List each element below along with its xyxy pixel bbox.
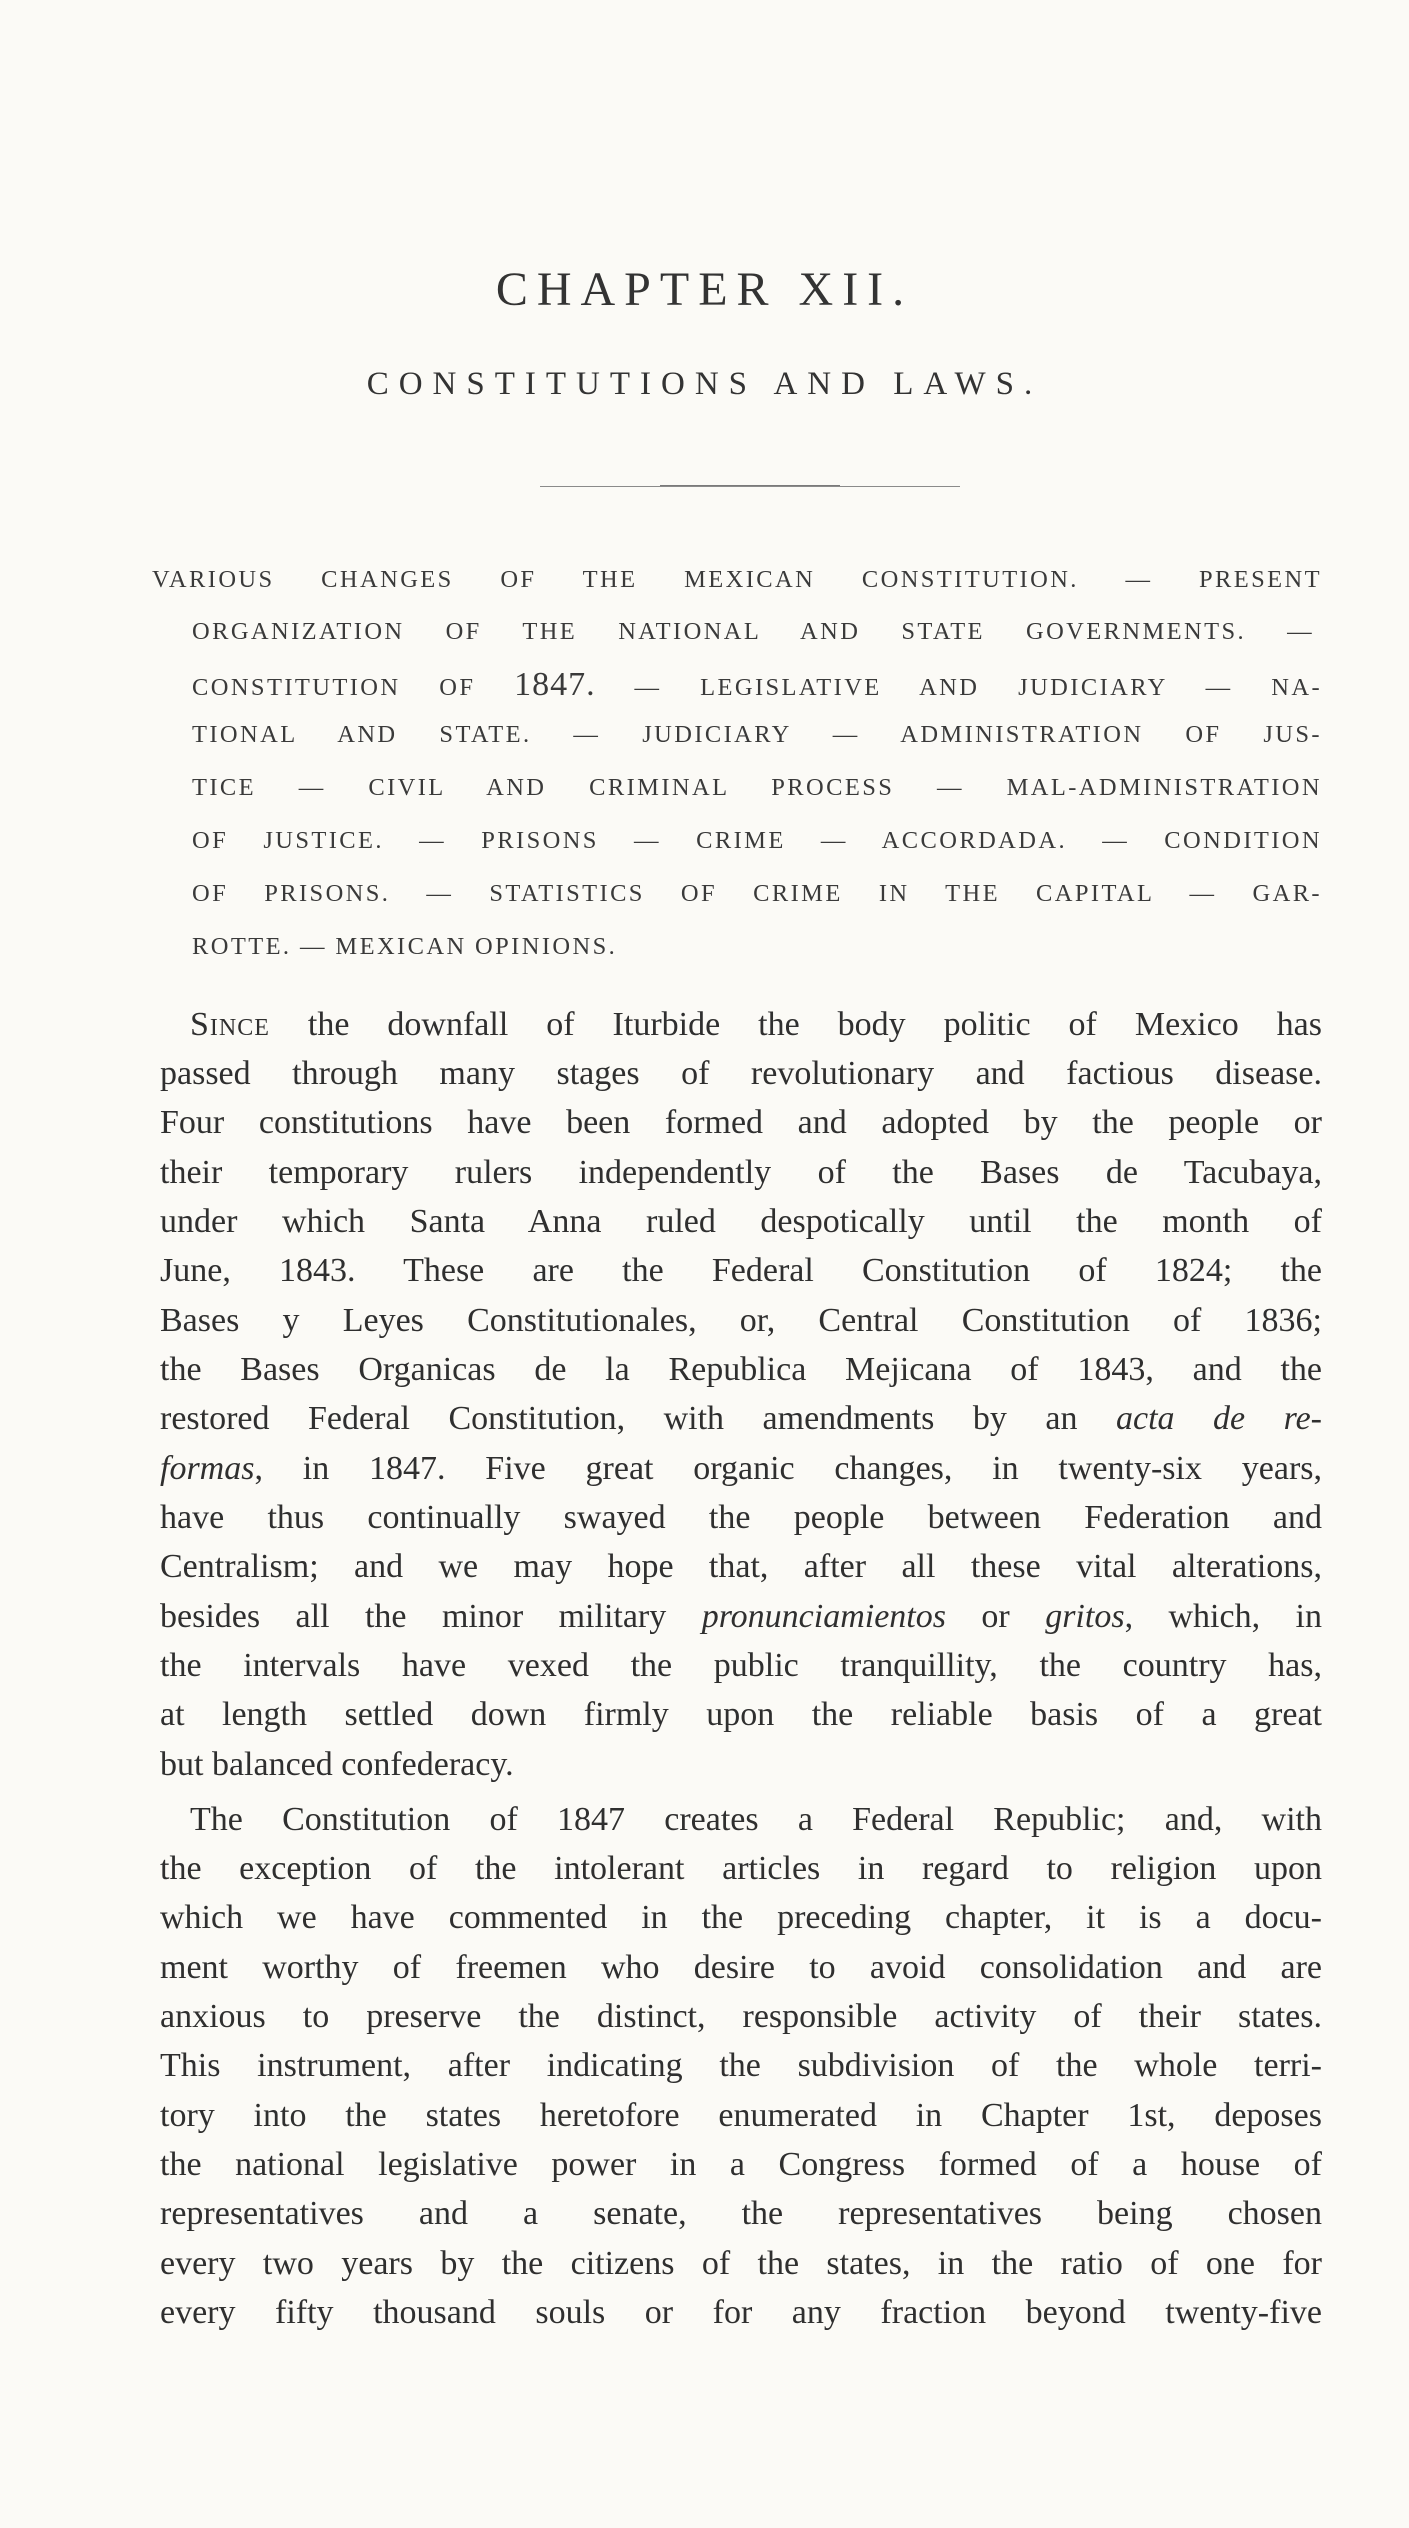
- text-line: their temporary rulers independently of the Bases de Tacubaya,: [160, 1154, 1322, 1191]
- text-line: under which Santa Anna ruled despotically until the month of: [160, 1203, 1322, 1240]
- text-line: Centralism; and we may hope that, after all these vital alterations,: [160, 1548, 1322, 1585]
- synopsis-line: OF JUSTICE. — PRISONS — CRIME — ACCORDADA. — CONDITION: [192, 827, 1322, 854]
- text-line: [160, 1450, 1322, 1496]
- text-line: June, 1843. These are the Federal Constitution of 1824; the: [160, 1252, 1322, 1289]
- text-line: the Bases Organicas de la Republica Mejicana of 1843, and the: [160, 1351, 1322, 1388]
- italic-term: pronunciamientos: [701, 1598, 946, 1635]
- synopsis-line: TIONAL AND STATE. — JUDICIARY — ADMINISTRATION OF JUS-: [192, 721, 1322, 748]
- text-line: Bases y Leyes Constitutionales, or, Central Constitution of 1836;: [160, 1302, 1322, 1339]
- text-line: representatives and a senate, the representatives being chosen: [160, 2195, 1322, 2232]
- text-line: the intervals have vexed the public tranquillity, the country has,: [160, 1647, 1322, 1684]
- synopsis-text: — LEGISLATIVE AND JUDICIARY — NA-: [595, 674, 1323, 701]
- text-line: [190, 1006, 1322, 1052]
- text-line: The Constitution of 1847 creates a Federal Republic; and, with: [190, 1801, 1322, 1838]
- text-line: every two years by the citizens of the states, in the ratio of one for: [160, 2245, 1322, 2282]
- italic-term: gritos: [1045, 1598, 1125, 1635]
- text-line: ment worthy of freemen who desire to avoid consolidation and are: [160, 1949, 1322, 1986]
- text-line: passed through many stages of revolutionary and factious disease.: [160, 1055, 1322, 1092]
- drop-cap: Since: [190, 1006, 270, 1043]
- decorative-rule: [540, 486, 960, 487]
- text-run: restored Federal Constitution, with amendments by an: [160, 1400, 1116, 1437]
- synopsis-year: 1847.: [514, 666, 596, 703]
- synopsis-line: TICE — CIVIL AND CRIMINAL PROCESS — MAL-ADMINISTRATION: [192, 774, 1322, 801]
- text-line: every fifty thousand souls or for any fraction beyond twenty-five: [160, 2294, 1322, 2331]
- text-line: but balanced confederacy.: [160, 1746, 514, 1783]
- synopsis-line: ORGANIZATION OF THE NATIONAL AND STATE GOVERNMENTS. —: [192, 618, 1314, 645]
- text-line: have thus continually swayed the people between Federation and: [160, 1499, 1322, 1536]
- text-line: at length settled down firmly upon the reliable basis of a great: [160, 1696, 1322, 1733]
- text-run: , which, in: [1124, 1598, 1322, 1635]
- text-line: anxious to preserve the distinct, responsible activity of their states.: [160, 1998, 1322, 2035]
- text-line: which we have commented in the preceding chapter, it is a docu-: [160, 1899, 1322, 1936]
- text-line: [160, 1400, 1322, 1446]
- synopsis-line: ROTTE. — MEXICAN OPINIONS.: [192, 933, 618, 960]
- synopsis-line: [192, 666, 1322, 706]
- synopsis-line: OF PRISONS. — STATISTICS OF CRIME IN THE CAPITAL — GAR-: [192, 880, 1322, 907]
- text-line: This instrument, after indicating the subdivision of the whole terri-: [160, 2047, 1322, 2084]
- text-line: the exception of the intolerant articles in regard to religion upon: [160, 1850, 1322, 1887]
- text-run: or: [945, 1598, 1046, 1635]
- text-run: the downfall of Iturbide the body politic of Mexico has: [269, 1006, 1322, 1043]
- chapter-number: CHAPTER XII.: [495, 263, 914, 316]
- text-line: tory into the states heretofore enumerated in Chapter 1st, deposes: [160, 2097, 1322, 2134]
- text-run: besides all the minor military: [160, 1598, 702, 1635]
- text-line: [160, 1598, 1322, 1644]
- italic-term: acta de re-: [1115, 1400, 1322, 1437]
- synopsis-text: CONSTITUTION OF: [192, 674, 476, 701]
- synopsis-line: VARIOUS CHANGES OF THE MEXICAN CONSTITUTION. — PRESENT: [152, 566, 1322, 593]
- text-line: Four constitutions have been formed and adopted by the people or: [160, 1104, 1322, 1141]
- italic-term: formas: [160, 1450, 255, 1487]
- text-line: the national legislative power in a Congress formed of a house of: [160, 2146, 1322, 2183]
- chapter-title: CONSTITUTIONS AND LAWS.: [366, 366, 1043, 402]
- text-run: , in 1847. Five great organic changes, in twenty-six years,: [254, 1450, 1322, 1487]
